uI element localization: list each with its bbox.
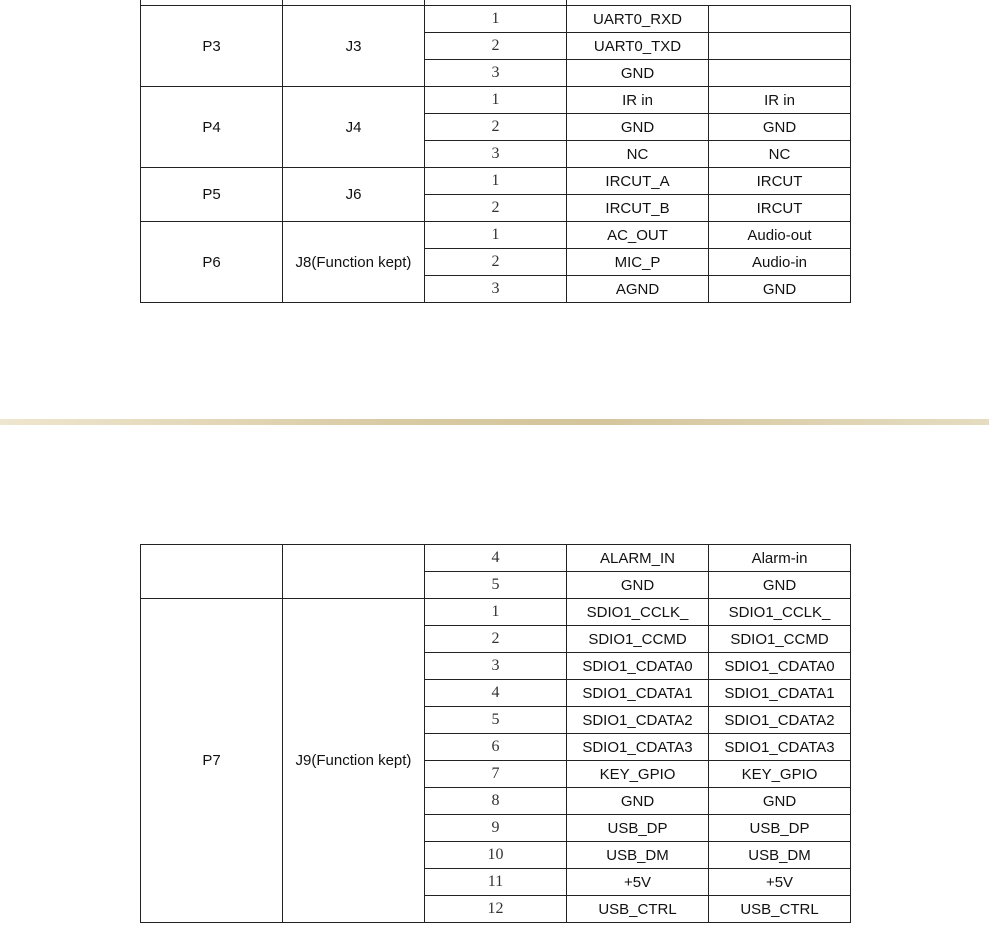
table-row [141, 6, 851, 33]
signal-cell: SDIO1_CDATA1 [567, 680, 709, 707]
function-cell: USB_DP [709, 815, 851, 842]
function-cell: SDIO1_CDATA0 [709, 653, 851, 680]
socket-cell: J3 [283, 6, 425, 87]
table-row [141, 168, 851, 195]
signal-cell: NC [567, 141, 709, 168]
signal-cell: AC_OUT [567, 222, 709, 249]
function-cell: USB_DM [709, 842, 851, 869]
signal-cell: AGND [567, 276, 709, 303]
signal-cell: ALARM_IN [567, 545, 709, 572]
pin-number-cell: 8 [425, 788, 567, 815]
table-row [141, 87, 851, 114]
function-cell: +5V [709, 869, 851, 896]
socket-cell [283, 545, 425, 599]
pin-number-cell: 1 [425, 168, 567, 195]
pin-number-cell: 1 [425, 6, 567, 33]
socket-cell: J8(Function kept) [283, 222, 425, 303]
function-cell: IR in [709, 87, 851, 114]
signal-cell: GND [567, 788, 709, 815]
function-cell: USB_CTRL [709, 896, 851, 923]
signal-cell: UART0_RXD [567, 6, 709, 33]
signal-cell: SDIO1_CDATA0 [567, 653, 709, 680]
signal-cell: GND [567, 572, 709, 599]
pin-number-cell: 10 [425, 842, 567, 869]
function-cell: SDIO1_CCMD [709, 626, 851, 653]
pin-number-cell: 1 [425, 599, 567, 626]
function-cell: Audio-out [709, 222, 851, 249]
function-cell: GND [709, 788, 851, 815]
pin-number-cell: 9 [425, 815, 567, 842]
signal-cell: IR in [567, 87, 709, 114]
signal-cell: UART0_TXD [567, 33, 709, 60]
signal-cell: SDIO1_CCLK_ [567, 599, 709, 626]
signal-cell: SDIO1_CCMD [567, 626, 709, 653]
pin-number-cell: 4 [425, 545, 567, 572]
function-cell: Audio-in [709, 249, 851, 276]
pin-number-cell: 4 [425, 680, 567, 707]
pin-table-bottom [140, 544, 851, 923]
signal-cell: +5V [567, 869, 709, 896]
function-cell [709, 6, 851, 33]
function-cell: SDIO1_CDATA2 [709, 707, 851, 734]
function-cell: GND [709, 276, 851, 303]
signal-cell: GND [567, 114, 709, 141]
pin-table-top [140, 0, 851, 303]
signal-cell: KEY_GPIO [567, 761, 709, 788]
function-cell [709, 60, 851, 87]
connector-cell: P5 [141, 168, 283, 222]
socket-cell: J6 [283, 168, 425, 222]
connector-cell [141, 545, 283, 599]
function-cell [709, 33, 851, 60]
pin-number-cell: 3 [425, 60, 567, 87]
table-row [141, 599, 851, 626]
socket-cell: J9(Function kept) [283, 599, 425, 923]
function-cell: IRCUT [709, 168, 851, 195]
table-row [141, 545, 851, 572]
signal-cell: SDIO1_CDATA2 [567, 707, 709, 734]
function-cell: KEY_GPIO [709, 761, 851, 788]
pin-number-cell: 2 [425, 114, 567, 141]
signal-cell: USB_DM [567, 842, 709, 869]
connector-cell: P6 [141, 222, 283, 303]
signal-cell: MIC_P [567, 249, 709, 276]
function-cell: NC [709, 141, 851, 168]
table-row [141, 222, 851, 249]
pin-number-cell: 1 [425, 222, 567, 249]
pin-number-cell: 7 [425, 761, 567, 788]
pin-number-cell: 1 [425, 87, 567, 114]
signal-cell: IRCUT_B [567, 195, 709, 222]
signal-cell: GND [567, 60, 709, 87]
connector-cell: P3 [141, 6, 283, 87]
pin-number-cell: 3 [425, 653, 567, 680]
pin-number-cell: 3 [425, 141, 567, 168]
function-cell: IRCUT [709, 195, 851, 222]
signal-cell: SDIO1_CDATA3 [567, 734, 709, 761]
pin-number-cell: 5 [425, 572, 567, 599]
function-cell: GND [709, 572, 851, 599]
pin-number-cell: 2 [425, 195, 567, 222]
function-cell: Alarm-in [709, 545, 851, 572]
pin-number-cell: 11 [425, 869, 567, 896]
page-divider [0, 419, 989, 425]
pin-number-cell: 5 [425, 707, 567, 734]
pin-number-cell: 2 [425, 33, 567, 60]
function-cell: SDIO1_CDATA3 [709, 734, 851, 761]
signal-cell: IRCUT_A [567, 168, 709, 195]
socket-cell: J4 [283, 87, 425, 168]
pin-number-cell: 3 [425, 276, 567, 303]
pin-number-cell: 2 [425, 626, 567, 653]
signal-cell: USB_CTRL [567, 896, 709, 923]
connector-cell: P7 [141, 599, 283, 923]
connector-cell: P4 [141, 87, 283, 168]
function-cell: SDIO1_CDATA1 [709, 680, 851, 707]
pin-number-cell: 12 [425, 896, 567, 923]
pin-number-cell: 2 [425, 249, 567, 276]
function-cell: SDIO1_CCLK_ [709, 599, 851, 626]
function-cell: GND [709, 114, 851, 141]
signal-cell: USB_DP [567, 815, 709, 842]
pin-number-cell: 6 [425, 734, 567, 761]
